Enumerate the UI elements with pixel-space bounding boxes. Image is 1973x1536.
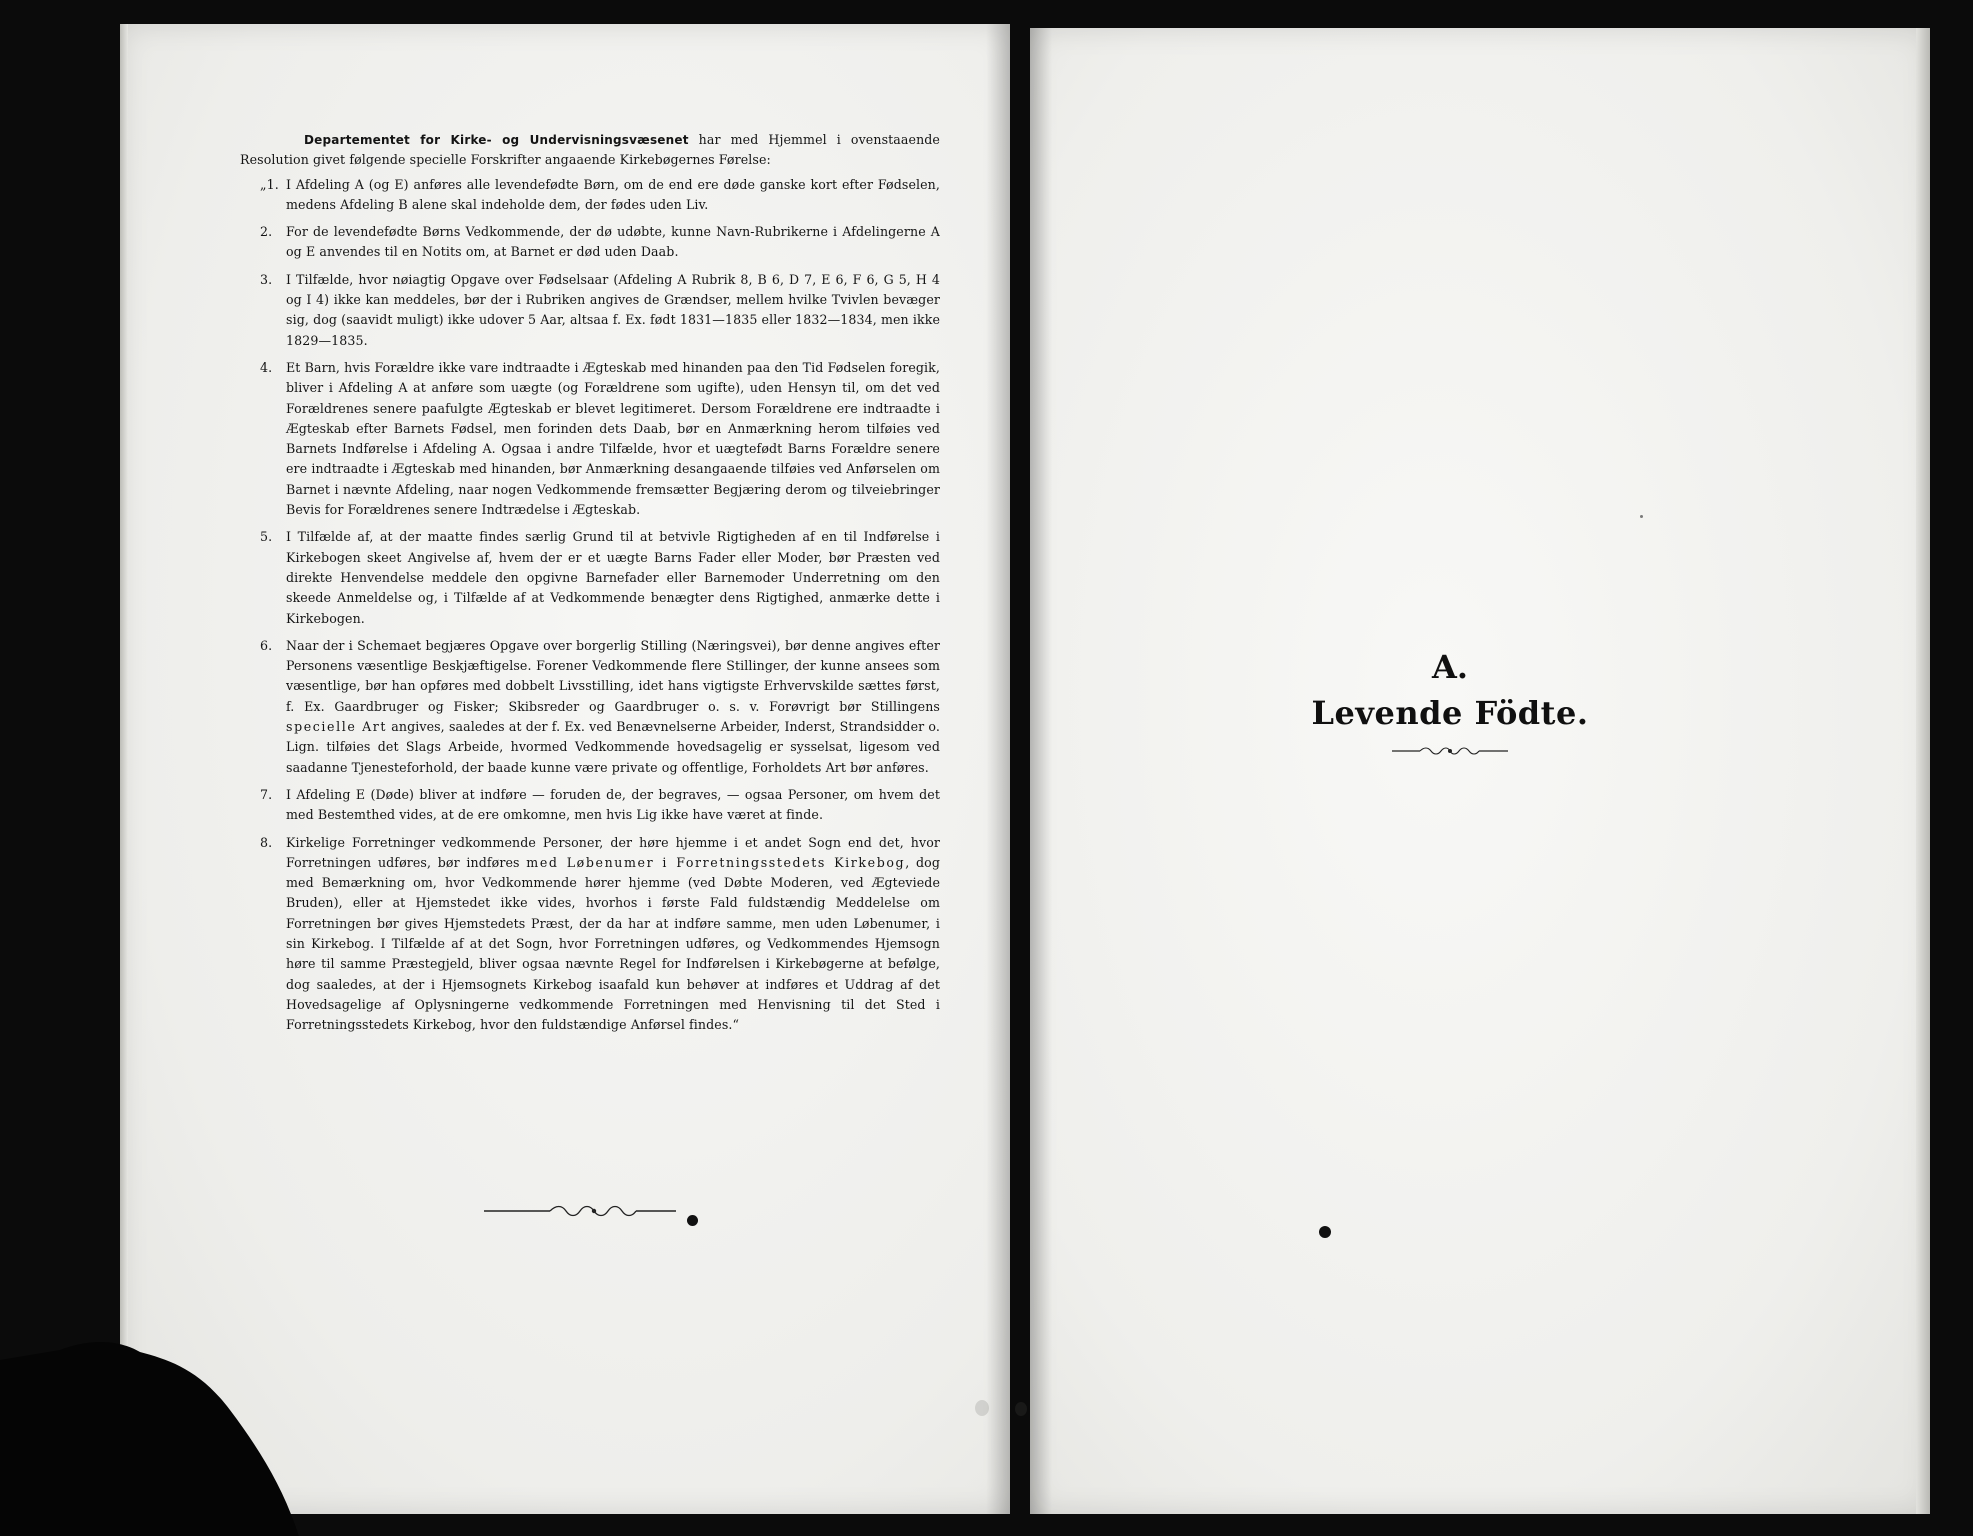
right-page [1030, 28, 1930, 1514]
rule-number: 8. [260, 834, 273, 850]
rule-text: I Tilfælde af, at der maatte findes særlig Grund til at betvivle Rigtigheden af en til Indførelse i Kirkebogen skeet Angivelse af, hvem der er et uægte Barns Fader eller Moder, bør Præsten ved direkte Henvendelse meddele den opgivne Barnefader eller Barnemoder Underretning om den skeede Anmeldelse og, i Tilfælde af at Vedkommende benægter dens Rigtighed, anmærke dette i Kirkebogen. [286, 529, 940, 626]
rule-number: 7. [260, 786, 273, 802]
rule-text-emphasis: med Løbenumer i Forretningsstedets Kirkebog [526, 854, 906, 870]
ink-dot [1319, 1226, 1331, 1238]
rule-number: „1. [260, 176, 279, 192]
rule-number: 4. [260, 359, 273, 375]
rule-number: 6. [260, 637, 273, 653]
rule-text: Kirkelige Forretninger vedkommende Personer, der høre hjemme i et andet Sogn end det, hvor Forretningen udføres, bør indføres [286, 834, 940, 870]
right-page-edge [1916, 28, 1930, 1514]
rule-number: 2. [260, 224, 273, 240]
rule-item [240, 785, 940, 826]
right-spine-shadow [1030, 28, 1052, 1514]
rule-text: I Afdeling E (Døde) bliver at indføre — foruden de, der begraves, — ogsaa Personer, om hvem det med Bestemthed vides, at de ere omkomne, men hvis Lig ikke have været at finde. [286, 786, 940, 823]
rule-number: 5. [260, 529, 273, 545]
left-page-edge [120, 24, 128, 1514]
intro-paragraph [240, 130, 940, 171]
rule-item [240, 358, 940, 520]
rule-number: 3. [260, 271, 273, 287]
closing-ornament [480, 1199, 710, 1223]
paper-speck [1640, 515, 1643, 518]
rule-text: I Tilfælde, hvor nøiagtig Opgave over Fødselsaar (Afdeling A Rubrik 8, B 6, D 7, E 6, F 6, G 5, H 4 og I 4) ikke kan meddeles, bør der i Rubriken angives de Grændser, mellem hvilke Tvivlen bevæger sig, dog (saavidt muligt) ikke udover 5 Aar, altsaa f. Ex. født 1831—1835 eller 1832—1834, men ikke 1829—1835. [286, 271, 940, 348]
department-name: Departementet for Kirke- og Undervisningsvæsenet [304, 133, 689, 147]
rule-item [240, 833, 940, 1036]
rule-item [240, 270, 940, 351]
rule-item [240, 222, 940, 263]
rule-text: angives, saaledes at der f. Ex. ved Benævnelserne Arbeider, Inderst, Strandsidder o. Lign. tilføies det Slags Arbeide, hvormed Vedkommende hovedsagelig er sysselsat, ligesom ved saadanne Tjenesteforhold, der baade kunne være private og offentlige, Forholdets Art bør anføres. [286, 719, 940, 775]
rule-item [240, 175, 940, 216]
thumb-shadow [0, 1330, 330, 1536]
rule-item [240, 527, 940, 628]
intro-text: har med Hjemmel i ovenstaaende Resolution givet følgende specielle Forskrifter angaaende Kirkebøgernes Førelse: [240, 132, 940, 168]
paper-stain [975, 1400, 989, 1416]
rule-text-emphasis: specielle Art [286, 719, 388, 735]
rule-text: Naar der i Schemaet begjæres Opgave over borgerlig Stilling (Næringsvei), bør denne angives efter Personens væsentlige Beskjæftigelse. Forener Vedkommende flere Stillinger, der kunne ansees som væsentlige, bør han opføres med dobbelt Livsstilling, idet hans vigtigste Erhvervskilde sættes først, f. Ex. Gaardbruger og Fisker; Skibsreder og Gaardbruger o. s. v. Forøvrigt bør Stillingens [286, 637, 940, 714]
paper-stain [1015, 1402, 1027, 1416]
section-title: Levende Födte. [1311, 694, 1589, 732]
title-ornament [1390, 744, 1510, 758]
rule-text: For de levendefødte Børns Vedkommende, der dø udøbte, kunne Navn-Rubrikerne i Afdelingerne A og E anvendes til en Notits om, at Barnet er død uden Daab. [286, 224, 940, 260]
rule-text: I Afdeling A (og E) anføres alle levendefødte Børn, om de end ere døde ganske kort efter Fødselen, medens Afdeling B alene skal indeholde dem, der fødes uden Liv. [286, 176, 940, 212]
rule-item [240, 636, 940, 778]
rule-text: , dog med Bemærkning om, hvor Vedkommende hører hjemme (ved Døbte Moderen, ved Ægteviede Bruden), eller at Hjemstedet ikke vides, hvorhos i første Fald fuldstændig Meddelelse om Forretningen bør gives Hjemstedets Præst, der da har at indføre samme, men uden Løbenumer, i sin Kirkebog. I Tilfælde af at det Sogn, hvor Forretningen udføres, og Vedkommendes Hjemsogn høre til samme Præstegjeld, bliver ogsaa nævnte Regel for Indførelsen i Kirkebøgerne at befølge, dog saaledes, at der i Hjemsognets Kirkebog isaafald kun behøver at indføres et Uddrag af det Hovedsagelige af Oplysningerne vedkommende Forretningen med Henvisning til det Sted i Forretningsstedets Kirkebog, hvor den fuldstændige Anførsel findes.“ [286, 854, 940, 1033]
book-gutter [1010, 0, 1030, 1536]
ink-dot [687, 1215, 698, 1226]
left-spine-shadow [986, 24, 1010, 1514]
section-letter: A. [1432, 648, 1468, 686]
rule-text: Et Barn, hvis Forældre ikke vare indtraadte i Ægteskab med hinanden paa den Tid Fødselen foregik, bliver i Afdeling A at anføre som uægte (og Forældrene som ugifte), uden Hensyn til, om det ved Forældrenes senere paafulgte Ægteskab er blevet legitimeret. Dersom Forældrene ere indtraadte i Ægteskab efter Barnets Fødsel, men forinden dets Daab, bør en Anmærkning herom tilføies ved Barnets Indførelse i Afdeling A. Ogsaa i andre Tilfælde, hvor et uægtefødt Barns Forældre senere ere indtraadte i Ægteskab med hinanden, bør Anmærkning desangaaende tilføies ved Anførselen om Barnet i nævnte Afdeling, naar nogen Vedkommende fremsætter Begjæring derom og tilveiebringer Bevis for Forældrenes senere Indtrædelse i Ægteskab. [286, 359, 940, 518]
regulations-text [240, 130, 940, 1042]
